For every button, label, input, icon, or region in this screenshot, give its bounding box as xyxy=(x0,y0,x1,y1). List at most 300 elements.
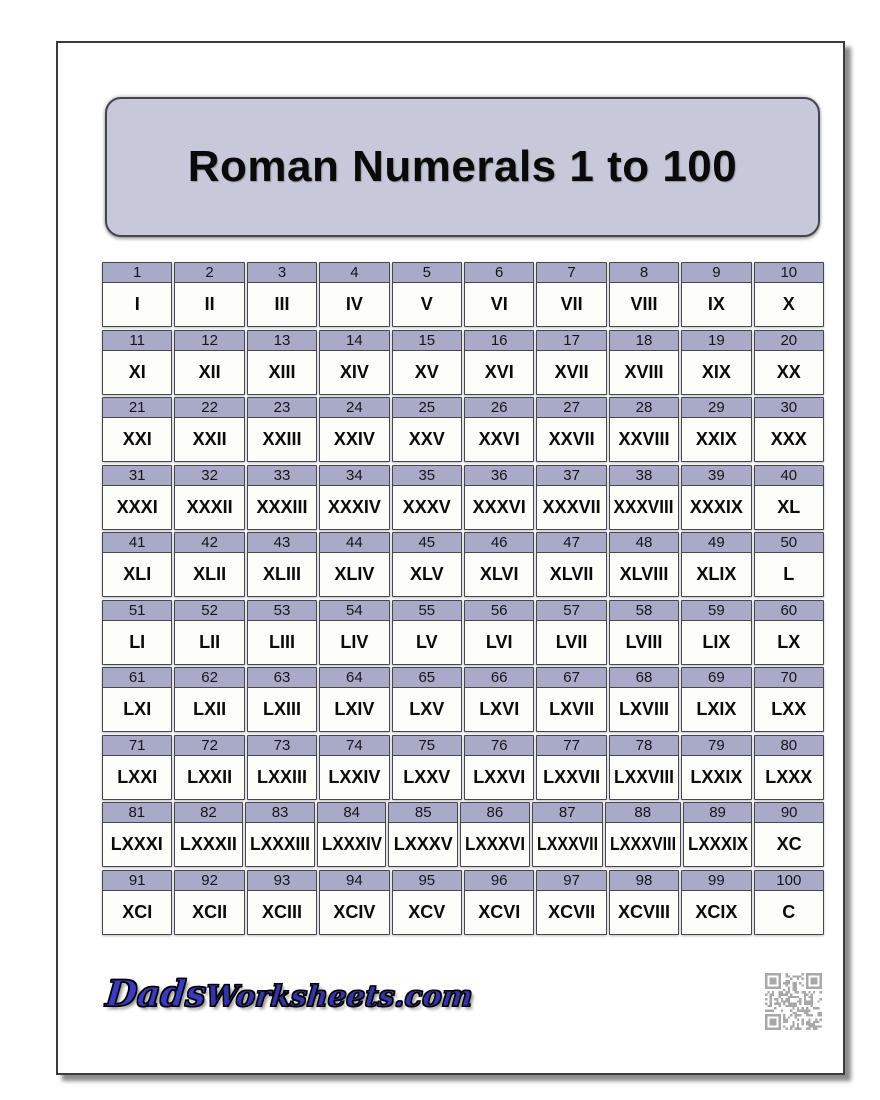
roman-numeral: XXVI xyxy=(478,429,520,449)
numeral-cell xyxy=(754,465,824,530)
numeral-cell xyxy=(319,262,389,327)
arabic-number: 51 xyxy=(103,601,171,621)
arabic-number: 80 xyxy=(755,736,823,756)
roman-numeral: LXX xyxy=(771,699,807,719)
numeral-cell xyxy=(392,735,462,800)
arabic-number: 32 xyxy=(175,466,243,486)
roman-numeral: III xyxy=(274,294,290,314)
arabic-number: 18 xyxy=(610,331,678,351)
roman-numeral: XVIII xyxy=(624,361,664,382)
roman-numeral: XIX xyxy=(701,361,731,382)
roman-numeral: XIII xyxy=(268,361,296,382)
arabic-number: 42 xyxy=(175,533,243,553)
roman-numeral: LXIX xyxy=(696,699,737,719)
arabic-number: 36 xyxy=(465,466,533,486)
roman-numeral: XLII xyxy=(193,564,227,584)
arabic-number: 38 xyxy=(610,466,678,486)
roman-numeral: C xyxy=(782,901,796,922)
numeral-cell xyxy=(536,870,606,935)
roman-numeral: XLIX xyxy=(696,564,737,584)
arabic-number: 84 xyxy=(318,803,386,823)
table-row-group xyxy=(102,735,824,800)
roman-numeral: II xyxy=(204,294,215,314)
roman-numeral: LVII xyxy=(555,631,588,652)
numeral-cell xyxy=(102,330,172,395)
arabic-number: 85 xyxy=(389,803,457,823)
arabic-number: 49 xyxy=(682,533,750,553)
qr-code xyxy=(765,973,822,1030)
arabic-number: 19 xyxy=(682,331,750,351)
arabic-number: 55 xyxy=(393,601,461,621)
numeral-cell xyxy=(464,667,534,732)
numeral-cell xyxy=(174,667,244,732)
arabic-number: 79 xyxy=(682,736,750,756)
arabic-number: 74 xyxy=(320,736,388,756)
numeral-cell xyxy=(536,262,606,327)
arabic-number: 47 xyxy=(537,533,605,553)
numeral-cell xyxy=(681,600,751,665)
numeral-cell xyxy=(317,802,387,867)
numeral-cell xyxy=(174,870,244,935)
roman-numeral: XXXI xyxy=(116,496,158,517)
numeral-cell xyxy=(174,397,244,462)
arabic-number: 15 xyxy=(393,331,461,351)
roman-numeral: LXXXII xyxy=(179,834,237,854)
arabic-number: 44 xyxy=(320,533,388,553)
numeral-cell xyxy=(754,735,824,800)
numeral-cell xyxy=(102,532,172,597)
arabic-number: 100 xyxy=(755,871,823,891)
numeral-cell xyxy=(102,465,172,530)
numeral-cell xyxy=(536,330,606,395)
roman-numeral: XLVI xyxy=(479,564,519,584)
roman-numeral: LXVI xyxy=(479,699,520,719)
roman-numeral: IX xyxy=(707,294,725,314)
numeral-cell xyxy=(388,802,458,867)
numeral-cell xyxy=(319,870,389,935)
numeral-cell xyxy=(247,262,317,327)
arabic-number: 26 xyxy=(465,398,533,418)
arabic-number: 16 xyxy=(465,331,533,351)
roman-numeral: I xyxy=(134,294,140,314)
arabic-number: 11 xyxy=(103,331,171,351)
roman-numeral: LXVIII xyxy=(618,699,669,719)
arabic-number: 5 xyxy=(393,263,461,283)
arabic-number: 22 xyxy=(175,398,243,418)
arabic-number: 48 xyxy=(610,533,678,553)
roman-numeral: XXXII xyxy=(186,496,233,517)
numeral-cell xyxy=(609,397,679,462)
roman-numeral: XXVII xyxy=(548,429,595,449)
roman-numeral: XC xyxy=(776,834,802,854)
numeral-cell xyxy=(605,802,681,867)
title-banner xyxy=(105,97,820,237)
numeral-cell xyxy=(245,802,315,867)
table-row-group xyxy=(102,600,824,665)
arabic-number: 58 xyxy=(610,601,678,621)
roman-numeral: XCIII xyxy=(261,901,302,922)
numeral-cell xyxy=(681,330,751,395)
numeral-cell xyxy=(319,465,389,530)
numeral-cell xyxy=(681,735,751,800)
arabic-number: 28 xyxy=(610,398,678,418)
arabic-number: 50 xyxy=(755,533,823,553)
arabic-number: 24 xyxy=(320,398,388,418)
numeral-cell xyxy=(174,465,244,530)
roman-numeral: XCIV xyxy=(333,901,376,922)
roman-numeral: XXIII xyxy=(262,429,302,449)
arabic-number: 92 xyxy=(175,871,243,891)
numeral-cell xyxy=(609,735,679,800)
roman-numeral: LXXXI xyxy=(110,834,163,854)
roman-numeral: LXXXIII xyxy=(250,834,311,854)
roman-numeral: XCVII xyxy=(548,901,596,922)
logo-text-worksheets: Worksheets.com xyxy=(204,979,475,1013)
numeral-cell xyxy=(392,397,462,462)
roman-numeral: XLIII xyxy=(262,564,301,584)
arabic-number: 37 xyxy=(537,466,605,486)
arabic-number: 45 xyxy=(393,533,461,553)
numeral-cell xyxy=(464,262,534,327)
roman-numeral: XV xyxy=(414,361,439,382)
worksheet-page xyxy=(56,41,845,1075)
numeral-cell xyxy=(247,330,317,395)
roman-numeral: L xyxy=(783,564,795,584)
roman-numeral: VII xyxy=(560,294,583,314)
numeral-cell xyxy=(681,667,751,732)
numeral-cell xyxy=(683,802,753,867)
arabic-number: 23 xyxy=(248,398,316,418)
arabic-number: 77 xyxy=(537,736,605,756)
roman-numeral: XXXIX xyxy=(689,496,743,517)
numeral-cell xyxy=(392,667,462,732)
arabic-number: 30 xyxy=(755,398,823,418)
arabic-number: 8 xyxy=(610,263,678,283)
arabic-number: 89 xyxy=(684,803,752,823)
arabic-number: 41 xyxy=(103,533,171,553)
roman-numeral: XLIV xyxy=(334,564,375,584)
numeral-cell xyxy=(174,802,244,867)
numeral-cell xyxy=(102,667,172,732)
roman-numeral: V xyxy=(420,294,433,314)
arabic-number: 29 xyxy=(682,398,750,418)
numeral-cell xyxy=(319,532,389,597)
numeral-cell xyxy=(681,397,751,462)
numeral-cell xyxy=(460,802,530,867)
arabic-number: 67 xyxy=(537,668,605,688)
arabic-number: 94 xyxy=(320,871,388,891)
arabic-number: 6 xyxy=(465,263,533,283)
arabic-number: 35 xyxy=(393,466,461,486)
arabic-number: 86 xyxy=(461,803,529,823)
roman-numeral: XXXVII xyxy=(542,496,601,517)
numeral-cell xyxy=(536,735,606,800)
numeral-cell xyxy=(319,667,389,732)
arabic-number: 12 xyxy=(175,331,243,351)
numeral-cell xyxy=(319,330,389,395)
arabic-number: 98 xyxy=(610,871,678,891)
roman-numeral: LXXIX xyxy=(690,766,743,787)
roman-numeral: XXV xyxy=(408,429,445,449)
table-row-group xyxy=(102,330,824,395)
arabic-number: 61 xyxy=(103,668,171,688)
arabic-number: 31 xyxy=(103,466,171,486)
logo xyxy=(104,973,474,1015)
roman-numeral: VIII xyxy=(630,294,658,314)
arabic-number: 97 xyxy=(537,871,605,891)
numeral-cell xyxy=(754,870,824,935)
table-row-group xyxy=(102,802,824,867)
roman-numeral: XXIX xyxy=(695,429,737,449)
numeral-cell xyxy=(464,870,534,935)
numeral-cell xyxy=(609,330,679,395)
numeral-cell xyxy=(102,600,172,665)
roman-numeral: VI xyxy=(490,294,508,314)
numeral-cell xyxy=(102,397,172,462)
table-row-group xyxy=(102,397,824,462)
roman-numeral: XLV xyxy=(409,564,444,584)
roman-numeral: LXXXVI xyxy=(464,834,525,854)
arabic-number: 71 xyxy=(103,736,171,756)
roman-numeral: LXV xyxy=(409,699,445,719)
numeral-cell xyxy=(102,802,172,867)
roman-numeral: LXXX xyxy=(765,766,813,787)
roman-numeral: XX xyxy=(776,361,801,382)
arabic-number: 53 xyxy=(248,601,316,621)
numeral-cell xyxy=(102,735,172,800)
arabic-number: 9 xyxy=(682,263,750,283)
numeral-cell xyxy=(754,667,824,732)
numeral-cell xyxy=(464,465,534,530)
numeral-cell xyxy=(174,262,244,327)
numeral-cell xyxy=(536,600,606,665)
numeral-cell xyxy=(392,262,462,327)
arabic-number: 91 xyxy=(103,871,171,891)
arabic-number: 82 xyxy=(175,803,243,823)
numeral-cell xyxy=(392,465,462,530)
numeral-cell xyxy=(392,870,462,935)
arabic-number: 40 xyxy=(755,466,823,486)
roman-numeral: LXXXIX xyxy=(687,834,748,854)
roman-numeral: LXXXV xyxy=(393,834,453,854)
roman-numeral: LI xyxy=(129,631,146,652)
roman-numeral: XII xyxy=(198,361,221,382)
arabic-number: 34 xyxy=(320,466,388,486)
arabic-number: 95 xyxy=(393,871,461,891)
roman-numeral: XLI xyxy=(123,564,152,584)
roman-numeral: XI xyxy=(128,361,146,382)
numeral-cell xyxy=(681,870,751,935)
numeral-cell xyxy=(536,397,606,462)
arabic-number: 4 xyxy=(320,263,388,283)
roman-numeral: LXVII xyxy=(549,699,595,719)
roman-numeral: XL xyxy=(777,496,801,517)
roman-numeral: LXXVI xyxy=(473,766,526,787)
roman-numeral: XVII xyxy=(554,361,589,382)
arabic-number: 96 xyxy=(465,871,533,891)
roman-numeral: XXXIV xyxy=(327,496,381,517)
numeral-cell xyxy=(247,465,317,530)
arabic-number: 66 xyxy=(465,668,533,688)
roman-numeral: XXVIII xyxy=(618,429,670,449)
roman-numeral: XLVII xyxy=(549,564,594,584)
roman-numeral: LIV xyxy=(340,631,369,652)
roman-numeral: XCVIII xyxy=(617,901,670,922)
roman-numeral: LIII xyxy=(268,631,295,652)
numeral-cell xyxy=(174,330,244,395)
numeral-cell xyxy=(247,735,317,800)
roman-numeral: XCVI xyxy=(478,901,521,922)
arabic-number: 43 xyxy=(248,533,316,553)
roman-numeral: XVI xyxy=(484,361,514,382)
roman-numeral: XXI xyxy=(122,429,152,449)
numeral-cell xyxy=(464,600,534,665)
arabic-number: 25 xyxy=(393,398,461,418)
arabic-number: 75 xyxy=(393,736,461,756)
table-row-group xyxy=(102,870,824,935)
numeral-cell xyxy=(754,600,824,665)
roman-numeral: LV xyxy=(415,631,438,652)
roman-numeral: LXIV xyxy=(334,699,375,719)
roman-numeral: LXII xyxy=(193,699,227,719)
numeral-cell xyxy=(464,735,534,800)
numeral-cell xyxy=(247,667,317,732)
numeral-cell xyxy=(319,600,389,665)
arabic-number: 59 xyxy=(682,601,750,621)
roman-numeral: X xyxy=(782,294,795,314)
roman-numeral: LXXIV xyxy=(328,766,381,787)
numeral-cell xyxy=(174,735,244,800)
roman-numeral: LXXXVIII xyxy=(609,834,676,854)
arabic-number: 1 xyxy=(103,263,171,283)
arabic-number: 10 xyxy=(755,263,823,283)
roman-numeral: LXXV xyxy=(403,766,451,787)
arabic-number: 87 xyxy=(533,803,602,823)
arabic-number: 68 xyxy=(610,668,678,688)
arabic-number: 90 xyxy=(755,803,823,823)
arabic-number: 2 xyxy=(175,263,243,283)
arabic-number: 76 xyxy=(465,736,533,756)
arabic-number: 83 xyxy=(246,803,314,823)
arabic-number: 99 xyxy=(682,871,750,891)
numeral-cell xyxy=(609,600,679,665)
arabic-number: 73 xyxy=(248,736,316,756)
numeral-cell xyxy=(609,465,679,530)
numeral-cell xyxy=(754,532,824,597)
arabic-number: 39 xyxy=(682,466,750,486)
roman-numeral: XCII xyxy=(192,901,228,922)
arabic-number: 56 xyxy=(465,601,533,621)
roman-numeral: IV xyxy=(345,294,363,314)
roman-numeral: LXXVII xyxy=(543,766,601,787)
arabic-number: 64 xyxy=(320,668,388,688)
roman-numeral: LXI xyxy=(123,699,152,719)
table-row-group xyxy=(102,262,824,327)
numeral-cell xyxy=(464,397,534,462)
roman-numeral: LXIII xyxy=(262,699,301,719)
numeral-cell xyxy=(319,397,389,462)
roman-numeral: XCI xyxy=(122,901,153,922)
roman-numeral: XXXIII xyxy=(256,496,308,517)
numeral-cell xyxy=(464,532,534,597)
roman-numeral: XLVIII xyxy=(619,564,669,584)
arabic-number: 57 xyxy=(537,601,605,621)
numeral-cell xyxy=(247,600,317,665)
table-row-group xyxy=(102,465,824,530)
roman-numeral: LII xyxy=(199,631,221,652)
roman-numeral: LXXXVII xyxy=(536,834,598,854)
arabic-number: 72 xyxy=(175,736,243,756)
roman-numeral: LVIII xyxy=(625,631,663,652)
numeral-cell xyxy=(247,870,317,935)
roman-numeral: XXXV xyxy=(402,496,451,517)
arabic-number: 27 xyxy=(537,398,605,418)
numeral-cell xyxy=(681,262,751,327)
arabic-number: 93 xyxy=(248,871,316,891)
page-title: Roman Numerals 1 to 100 xyxy=(187,142,738,191)
arabic-number: 7 xyxy=(537,263,605,283)
numeral-cell xyxy=(102,870,172,935)
numeral-cell xyxy=(392,532,462,597)
numeral-cell xyxy=(102,262,172,327)
numeral-cell xyxy=(247,397,317,462)
numerals-table xyxy=(102,262,824,937)
roman-numeral: LXXVIII xyxy=(614,766,674,787)
arabic-number: 81 xyxy=(103,803,171,823)
roman-numeral: XXXVIII xyxy=(613,496,674,517)
numeral-cell xyxy=(532,802,603,867)
arabic-number: 20 xyxy=(755,331,823,351)
arabic-number: 69 xyxy=(682,668,750,688)
numeral-cell xyxy=(681,465,751,530)
roman-numeral: XCV xyxy=(408,901,446,922)
arabic-number: 46 xyxy=(465,533,533,553)
arabic-number: 3 xyxy=(248,263,316,283)
numeral-cell xyxy=(319,735,389,800)
roman-numeral: LIX xyxy=(702,631,731,652)
roman-numeral: XXII xyxy=(192,429,227,449)
roman-numeral: LXXXIV xyxy=(321,834,382,854)
table-row-group xyxy=(102,532,824,597)
arabic-number: 17 xyxy=(537,331,605,351)
arabic-number: 65 xyxy=(393,668,461,688)
numeral-cell xyxy=(609,532,679,597)
table-row-group xyxy=(102,667,824,732)
numeral-cell xyxy=(536,667,606,732)
roman-numeral: XXX xyxy=(770,429,807,449)
arabic-number: 54 xyxy=(320,601,388,621)
numeral-cell xyxy=(609,262,679,327)
roman-numeral: LXXIII xyxy=(256,766,307,787)
roman-numeral: LVI xyxy=(485,631,513,652)
numeral-cell xyxy=(609,667,679,732)
roman-numeral: LXXII xyxy=(187,766,233,787)
numeral-cell xyxy=(247,532,317,597)
numeral-cell xyxy=(754,802,824,867)
numeral-cell xyxy=(464,330,534,395)
roman-numeral: XXIV xyxy=(333,429,375,449)
numeral-cell xyxy=(536,532,606,597)
numeral-cell xyxy=(754,330,824,395)
roman-numeral: XIV xyxy=(339,361,369,382)
numeral-cell xyxy=(754,262,824,327)
arabic-number: 33 xyxy=(248,466,316,486)
numeral-cell xyxy=(392,330,462,395)
arabic-number: 52 xyxy=(175,601,243,621)
arabic-number: 62 xyxy=(175,668,243,688)
arabic-number: 70 xyxy=(755,668,823,688)
roman-numeral: LX xyxy=(777,631,801,652)
